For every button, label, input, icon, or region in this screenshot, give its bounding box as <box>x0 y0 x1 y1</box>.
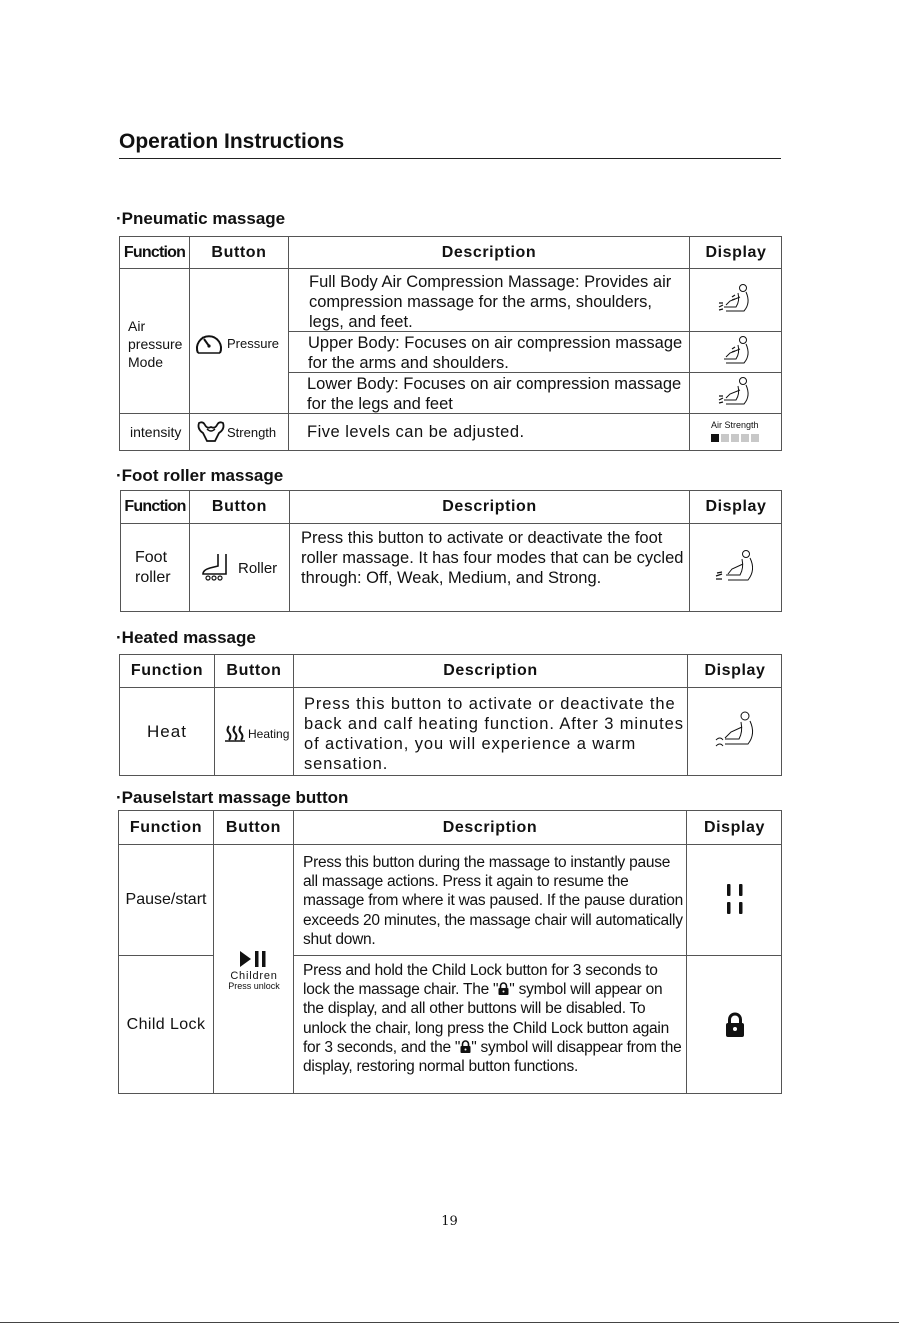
desc-heat: Press this button to activate or deactivate the back and calf heating function. After 3 minutes of activation, you will experience a warm sensation. <box>294 688 688 776</box>
desc-lower-body: Lower Body: Focuses on air compression massage for the legs and feet <box>289 373 690 414</box>
lock-icon <box>498 982 509 995</box>
massage-chair-full-body-icon <box>716 283 756 317</box>
press-unlock-label: Press unlock <box>228 981 280 991</box>
function-child-lock: Child Lock <box>119 956 214 1094</box>
strength-segment <box>751 434 759 442</box>
pause-start-table <box>118 810 782 1094</box>
strength-segment <box>711 434 719 442</box>
foot-roller-table <box>120 490 782 612</box>
strength-button[interactable] <box>190 414 289 451</box>
header-description: Description <box>294 811 687 845</box>
desc-child-lock: Press and hold the Child Lock button for 3 seconds to lock the massage chair. The " " symbol will appear on the display, and all other buttons will be disabled. To unlock the chair, long press the Child Lock button again for 3 seconds, and the " " symbol will disappear from the display, restoring normal button functions. <box>294 956 687 1094</box>
display-lower-body <box>690 373 782 414</box>
header-button: Button <box>190 237 289 269</box>
header-display: Display <box>690 491 782 524</box>
play-pause-children-button[interactable] <box>214 845 294 1094</box>
desc-intensity: Five levels can be adjusted. <box>289 414 690 451</box>
air-strength-label: Air Strength <box>711 420 759 430</box>
header-button: Button <box>190 491 290 524</box>
header-display: Display <box>690 237 782 269</box>
header-button: Button <box>214 811 294 845</box>
display-heat <box>688 688 782 776</box>
display-foot-roller <box>690 524 782 612</box>
header-function: Function <box>120 655 215 688</box>
children-button-label: Children <box>230 970 278 982</box>
header-description: Description <box>289 237 690 269</box>
function-foot-roller: Foot roller <box>121 524 190 612</box>
strength-arm-icon <box>195 419 227 445</box>
pneumatic-table <box>119 236 782 451</box>
heating-button-label: Heating <box>248 727 290 741</box>
massage-chair-upper-body-icon <box>716 335 756 369</box>
heating-button[interactable] <box>215 688 294 776</box>
function-pause-start: Pause/start <box>119 845 214 956</box>
heated-table <box>119 654 782 776</box>
page-number: 19 <box>441 1214 458 1229</box>
pressure-button[interactable] <box>190 269 289 414</box>
strength-segment <box>721 434 729 442</box>
play-pause-icon <box>239 950 267 968</box>
header-display: Display <box>688 655 782 688</box>
pressure-button-label: Pressure <box>227 336 280 351</box>
roller-button[interactable] <box>190 524 290 612</box>
display-upper-body <box>690 332 782 373</box>
strength-button-label: Strength <box>227 425 277 440</box>
desc-pause-start: Press this button during the massage to instantly pause all massage actions. Press it again to resume the massage from where it was paused. If the pause duration exceeds 20 minutes, the massage chair will automatically shut down. <box>294 845 687 956</box>
display-full-body <box>690 269 782 332</box>
foot-roller-icon <box>200 552 230 582</box>
display-child-lock <box>687 956 782 1094</box>
massage-chair-lower-body-icon <box>716 376 756 410</box>
bottom-divider <box>0 1322 899 1323</box>
strength-segment <box>741 434 749 442</box>
header-description: Description <box>290 491 690 524</box>
section-heading-pause-start: ·Pauselstart massage button <box>116 788 349 807</box>
display-air-strength <box>690 414 782 451</box>
display-pause <box>687 845 782 956</box>
roller-button-label: Roller <box>238 560 278 577</box>
section-heading-heated: ·Heated massage <box>116 628 256 647</box>
lock-icon <box>460 1040 471 1053</box>
pressure-gauge-icon <box>194 329 224 357</box>
header-display: Display <box>687 811 782 845</box>
massage-chair-feet-icon <box>712 548 760 588</box>
header-function: Function <box>119 811 214 845</box>
air-strength-level-bar <box>711 434 759 442</box>
function-intensity: intensity <box>120 414 190 451</box>
pause-indicator-icon <box>724 884 746 916</box>
strength-segment <box>731 434 739 442</box>
page-title: Operation Instructions <box>119 130 345 153</box>
desc-upper-body: Upper Body: Focuses on air compression massage for the arms and shoulders. <box>289 332 690 373</box>
header-function: Function <box>120 237 190 269</box>
massage-chair-heat-icon <box>711 710 759 754</box>
header-description: Description <box>294 655 688 688</box>
title-divider <box>119 158 781 159</box>
desc-foot-roller: Press this button to activate or deactivate the foot roller massage. It has four modes that can be cycled through: Off, Weak, Medium, and Strong. <box>290 524 690 612</box>
desc-full-body: Full Body Air Compression Massage: Provides air compression massage for the arms, shoulders, legs, and feet. <box>289 269 690 332</box>
heating-wave-icon <box>224 724 246 742</box>
section-heading-pneumatic: ·Pneumatic massage <box>116 209 286 228</box>
header-function: Function <box>121 491 190 524</box>
header-button: Button <box>215 655 294 688</box>
function-heat: Heat <box>120 688 215 776</box>
lock-icon <box>725 1012 745 1038</box>
section-heading-foot-roller: ·Foot roller massage <box>116 466 284 485</box>
function-air-pressure-mode: Air pressure Mode <box>120 269 190 414</box>
